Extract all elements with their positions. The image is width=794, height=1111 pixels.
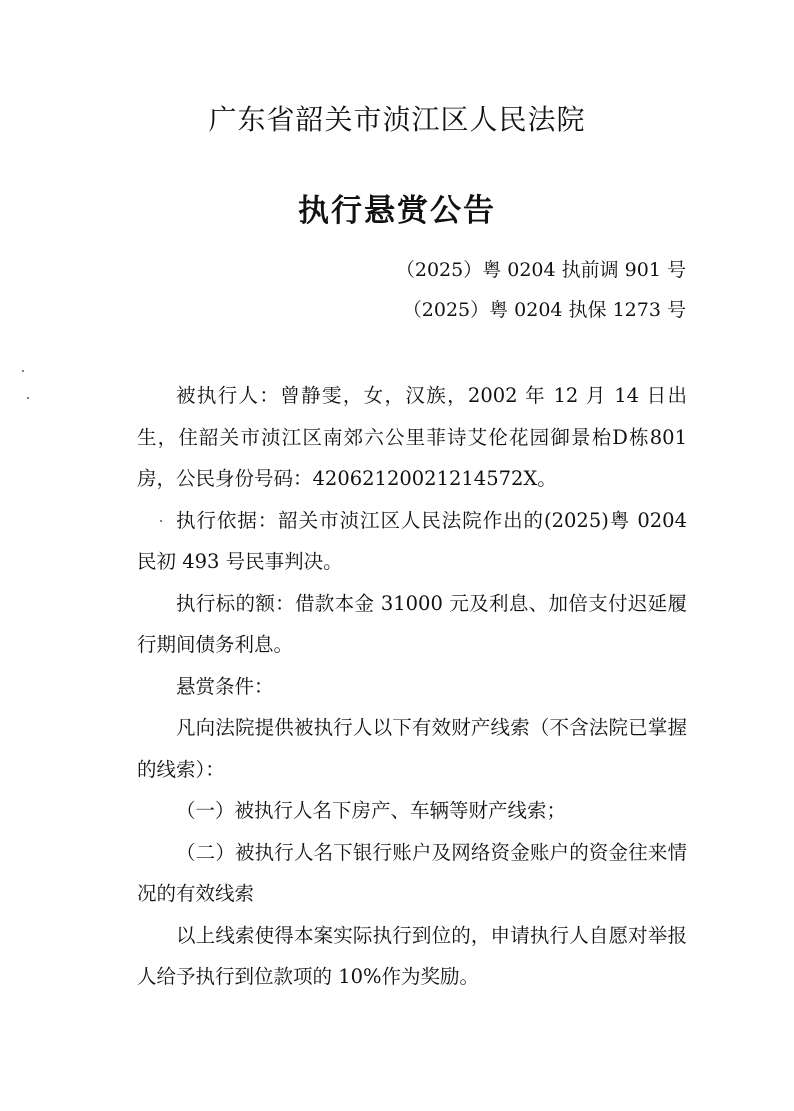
paragraph-reward-conditions: 悬赏条件： (176, 674, 274, 698)
notice-body (137, 375, 687, 998)
scan-speck (22, 370, 24, 372)
scan-speck (27, 397, 29, 399)
paragraph-reward: 以上线索使得本案实际执行到位的，申请执行人自愿对举报人给予执行到位款项的 10%作为奖励。 (137, 923, 687, 988)
scan-speck (160, 520, 162, 522)
paragraph-amount: 执行标的额：借款本金 31000 元及利息、加倍支付迟延履行期间债务利息。 (137, 591, 687, 656)
case-number-1: （2025）粤 0204 执前调 901 号 (395, 259, 686, 281)
paragraph-clue-2: （二）被执行人名下银行账户及网络资金账户的资金往来情况的有效线索 (137, 840, 687, 905)
paragraph-clue-1: （一）被执行人名下房产、车辆等财产线索； (176, 799, 567, 822)
case-number-2: （2025）粤 0204 执保 1273 号 (402, 299, 686, 321)
court-name: 广东省韶关市浈江区人民法院 (208, 103, 586, 136)
paragraph-respondent: 被执行人：曾静雯，女，汉族，2002 年 12 月 14 日出生，住韶关市浈江区南郊六公里菲诗艾伦花园御景枱D栋801房，公民身份号码：42062120021214572X。 (137, 384, 687, 490)
paragraph-clues-intro: 凡向法院提供被执行人以下有效财产线索（不含法院已掌握的线索）： (137, 716, 687, 781)
document-title: 执行悬赏公告 (298, 193, 496, 229)
paragraph-basis: 执行依据：韶关市浈江区人民法院作出的(2025)粤 0204 民初 493 号民事判决。 (137, 508, 687, 573)
